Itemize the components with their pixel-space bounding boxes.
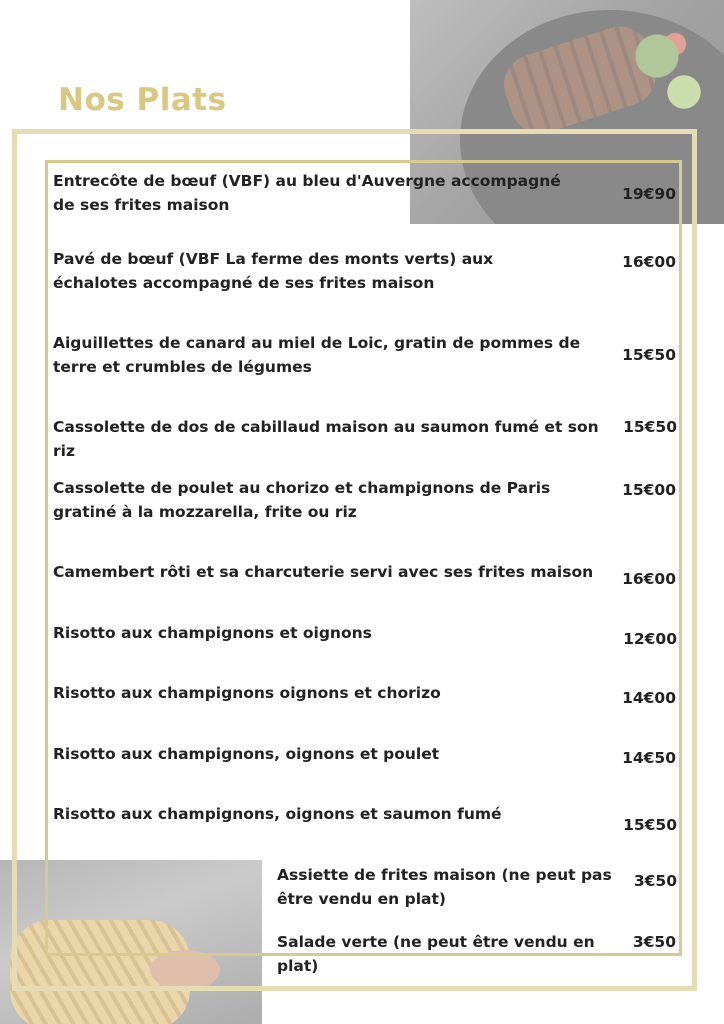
menu-item-name: Entrecôte de bœuf (VBF) au bleu d'Auvergne accompagné de ses frites maison xyxy=(53,172,561,214)
menu-item-price: 15€50 xyxy=(623,816,677,834)
menu-item-name: Pavé de bœuf (VBF La ferme des monts verts) aux échalotes accompagné de ses frites maison xyxy=(53,250,494,292)
menu-item-name: Salade verte (ne peut être vendu en plat) xyxy=(277,933,595,975)
menu-item-price: 12€00 xyxy=(623,630,677,648)
menu-item-name: Assiette de frites maison (ne peut pas être vendu en plat) xyxy=(277,866,612,908)
menu-item-name: Risotto aux champignons et oignons xyxy=(53,624,372,642)
menu-item-price: 15€50 xyxy=(622,346,676,364)
menu-item-price: 19€90 xyxy=(622,185,676,203)
salad-garnish-shape xyxy=(630,20,720,140)
menu-item-name: Risotto aux champignons, oignons et saumon fumé xyxy=(53,805,502,823)
page-title: Nos Plats xyxy=(58,82,227,118)
menu-item-price: 14€00 xyxy=(622,689,676,707)
menu-item-price: 16€00 xyxy=(622,253,676,271)
menu-item-price: 3€50 xyxy=(632,933,676,951)
menu-item-price: 16€00 xyxy=(622,570,676,588)
menu-item-price: 15€50 xyxy=(623,418,677,436)
menu-item-name: Risotto aux champignons oignons et chorizo xyxy=(53,684,441,702)
menu-item-name: Risotto aux champignons, oignons et poulet xyxy=(53,745,440,763)
menu-item-price: 15€00 xyxy=(622,481,676,499)
menu-item-price: 14€50 xyxy=(622,749,676,767)
menu-item-price: 3€50 xyxy=(633,872,677,890)
menu-item-name: Cassolette de poulet au chorizo et champignons de Paris gratiné à la mozzarella, frite ou riz xyxy=(53,479,551,521)
menu-item-name: Aiguillettes de canard au miel de Loic, gratin de pommes de terre et crumbles de légumes xyxy=(53,334,581,376)
menu-item-name: Camembert rôti et sa charcuterie servi avec ses frites maison xyxy=(53,563,594,581)
menu-item-name: Cassolette de dos de cabillaud maison au saumon fumé et son riz xyxy=(53,418,599,460)
